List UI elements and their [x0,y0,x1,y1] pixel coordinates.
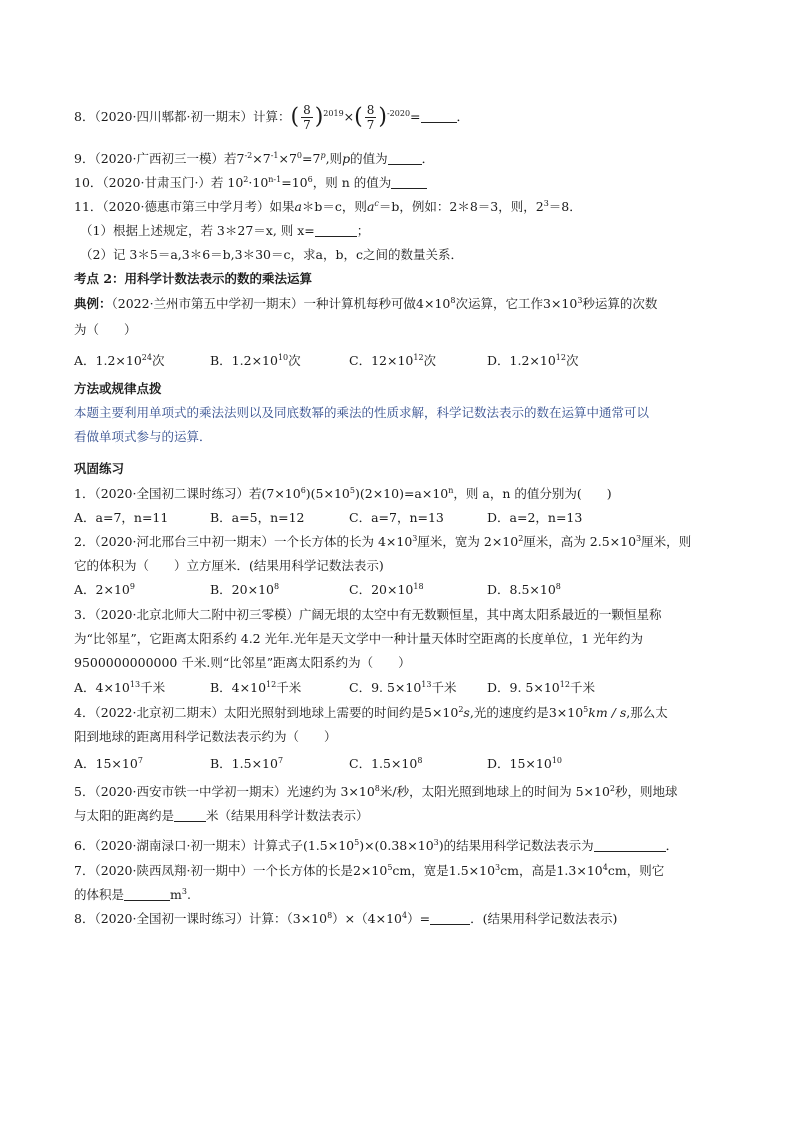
option-c[interactable]: C．$1.5\times 10^8$ [349,755,423,771]
question-8-calc: 8．（2020·四川郫都·初一期末）计算：( $\frac{8}{7}$ )$^{2019}$×( $\frac{8}{7}$ )$^{-2020}$= ． [74,103,470,132]
fraction: $\frac{8}{7}$ [366,103,375,132]
practice-7-line-2: 的体积是 $m^3$. [74,886,191,902]
practice-6: 6．（2020·湖南渌口·初一期末）计算式子$(1.5\times 10^5)\times(0.38\times 10^3)$的结果用科学记数法表示为 ． [74,837,679,853]
question-10: 10．（2020·甘肃玉门·）若 $10^2\cdot 10^{n-1}=10^6$，则 n 的值为 [74,174,734,192]
practice-5-line-2: 与太阳的距离约是 米（结果用科学计数法表示） [74,808,369,823]
option-d[interactable]: D．9. $5\times 10^{12}$千米 [487,679,595,695]
option-b[interactable]: B．$20\times 10^8$ [210,581,280,597]
option-a[interactable]: A．$1.2\times 10^{24}$次 [74,352,165,368]
answer-blank[interactable] [430,912,470,925]
option-d[interactable]: D．$15\times 10^{10}$ [487,755,562,771]
option-b[interactable]: B．$4\times 10^{12}$千米 [210,679,302,695]
practice-3: 3．（2020·北京北师大二附中初三零模）广阔无垠的太空中有无数颗恒星，其中离太阳系最近的一颗恒星称 [74,607,662,622]
practice-heading: 巩固练习 [74,461,125,476]
practice-1: 1．（2020·全国初二课时练习）若$(7\times 10^6)(5\times 10^5)(2\times 10)=a\times 10^n$，则 a，n 的值分别为( ) [74,485,612,501]
question-text: 8．（2020·四川郫都·初一期末）计算： [74,109,291,124]
fraction: $\frac{8}{7}$ [303,103,311,132]
option-a[interactable]: A．$15\times 10^7$ [74,755,143,771]
option-a[interactable]: A．a=7，n=11 [74,510,169,525]
practice-3-line-3: 9500000000000 千米.则“比邻星”距离太阳系约为（ ） [74,655,411,670]
practice-8: 8．（2020·全国初一课时练习）计算：$(3\times 10^8)\times(4\times 10^4)=$ ．(结果用科学记数法表示) [74,910,618,926]
option-b[interactable]: B．a=5，n=12 [210,510,305,525]
option-c[interactable]: C．$12\times 10^{12}$次 [349,352,437,368]
option-b[interactable]: B．$1.2\times 10^{10}$次 [210,352,301,368]
option-c[interactable]: C．a=7，n=13 [349,510,444,525]
answer-blank[interactable] [391,176,427,189]
practice-4-line-2: 阳到地球的距离用科学记数法表示约为（ ） [74,729,337,744]
question-11-part-1: （1）根据上述规定，若 3＊27＝x, 则 x= ； [80,223,370,238]
option-d[interactable]: D．$8.5\times 10^8$ [487,581,561,597]
option-a[interactable]: A．$2\times 10^9$ [74,581,135,597]
practice-5: 5．（2020·西安市铁一中学初一期末）光速约为 $3\times 10^8$米/秒，太阳光照到地球上的时间为 $5\times 10^2$秒，则地球 [74,783,678,799]
practice-7: 7．（2020·陕西凤翔·初一期中）一个长方体的长是$2\times 10^5cm$，宽是$1.5\times 10^3cm$，高是$1.3\times 10^4cm$，则它 [74,862,665,878]
option-d[interactable]: D．$1.2\times 10^{12}$次 [487,352,579,368]
answer-blank[interactable] [594,839,666,852]
practice-3-line-2: 为“比邻星”，它距离太阳系约 4.2 光年.光年是天文学中一种计量天体时空距离的长度单位，1 光年约为 [74,631,644,646]
answer-blank[interactable] [315,224,357,237]
method-text-line-1: 本题主要利用单项式的乘法法则以及同底数幂的乘法的性质求解，科学记数法表示的数在运算中通常可以 [74,405,650,420]
answer-blank[interactable] [124,888,170,901]
example-question: 典例：（2022·兰州市第五中学初一期末）一种计算机每秒可做$4\times 10^8$次运算，它工作$3\times 10^3$秒运算的次数 [74,295,658,311]
method-text-line-2: 看做单项式参与的运算． [74,429,212,444]
question-9: 9．（2020·广西初三一模）若$7^{-2}\times 7^{-1}\times 7^0=7^p$,则p的值为 ． [74,150,435,166]
answer-blank[interactable] [421,110,457,123]
option-c[interactable]: C．$20\times 10^{18}$ [349,581,424,597]
practice-2: 2．（2020·河北邢台三中初一期末）一个长方体的长为 $4\times 10^3$厘米，宽为 $2\times 10^2$厘米，高为 $2.5\times 10^3$厘米，则 [74,533,692,549]
option-a[interactable]: A．$4\times 10^{13}$千米 [74,679,166,695]
option-b[interactable]: B．$1.5\times 10^7$ [210,755,284,771]
option-c[interactable]: C．9. $5\times 10^{13}$千米 [349,679,457,695]
practice-2-line-2: 它的体积为（ ）立方厘米．(结果用科学记数法表示) [74,558,384,573]
question-11: 11．（2020·德惠市第三中学月考）如果a＊b＝c，则$a^c=b$，例如：2＊8＝3，则，$2^3=8$． [74,198,582,214]
practice-4: 4．（2022·北京初二期末）太阳光照射到地球上需要的时间约是$5\times 10^2s$,光的速度约是$3\times 10^5km / s$,那么太 [74,704,668,720]
answer-blank[interactable] [174,809,206,822]
answer-blank[interactable] [388,152,422,165]
question-11-part-2: （2）记 3＊5＝a,3＊6＝b,3＊30＝c，求a，b，c之间的数量关系． [80,247,463,262]
section-heading: 考点 2：用科学计数法表示的数的乘法运算 [74,271,313,286]
method-heading: 方法或规律点拨 [74,381,162,396]
example-question-line-2: 为（ ） [74,322,137,337]
option-d[interactable]: D．a=2，n=13 [487,510,583,525]
